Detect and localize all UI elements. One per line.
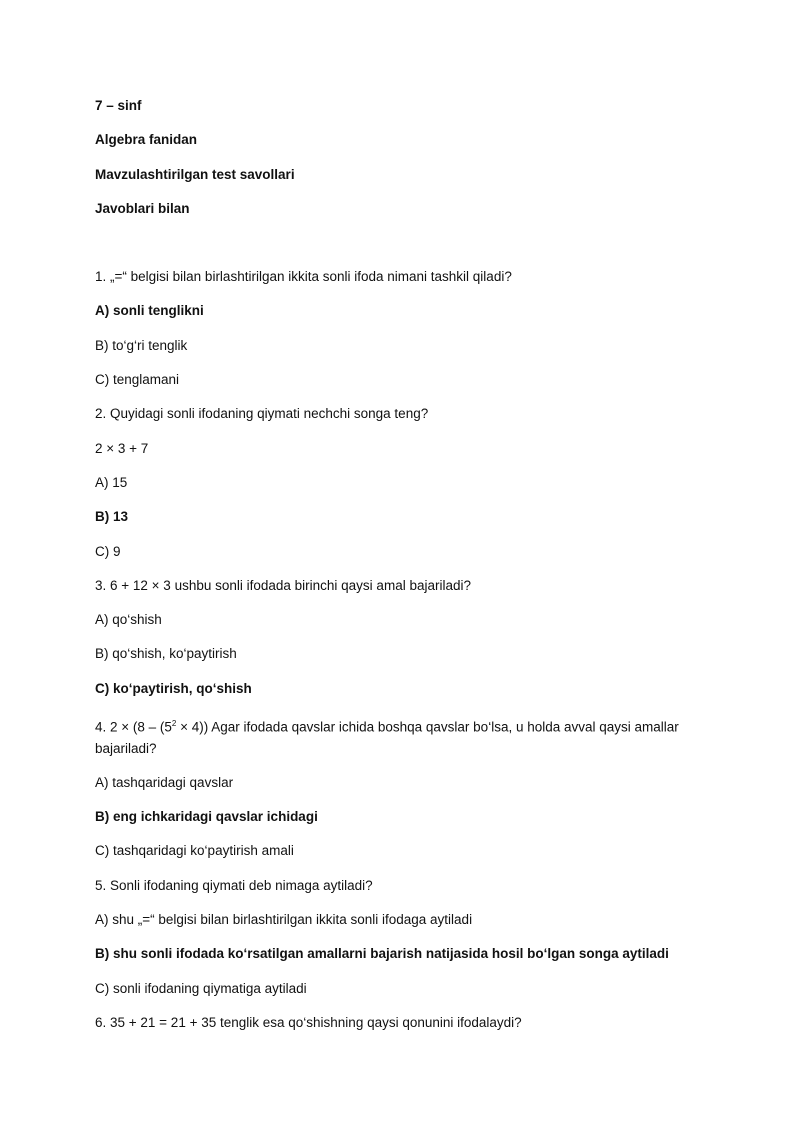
question-2-option-c: C) 9 (95, 543, 121, 559)
subject-heading: Algebra fanidan (95, 132, 198, 148)
question-5-option-a: A) shu „=“ belgisi bilan birlashtirilgan ikkita sonli ifodaga aytiladi (95, 912, 473, 928)
question-2-option-b: B) 13 (95, 509, 129, 525)
question-3-option-c: C) ko‘paytirish, qo‘shish (95, 680, 252, 696)
question-3-text: 3. 6 + 12 × 3 ushbu sonli ifodada birinchi qaysi amal bajariladi? (95, 577, 471, 593)
question-1-option-c: C) tenglamani (95, 372, 180, 388)
question-2-option-a: A) 15 (95, 474, 128, 490)
question-3-option-b: B) qo‘shish, ko‘paytirish (95, 646, 237, 662)
question-2-expression: 2 × 3 + 7 (95, 440, 149, 456)
question-5-text: 5. Sonli ifodaning qiymati deb nimaga aytiladi? (95, 877, 373, 893)
grade-heading: 7 – sinf (95, 98, 142, 113)
question-2-text: 2. Quyidagi sonli ifodaning qiymati nechchi songa teng? (95, 406, 429, 422)
title-heading: Mavzulashtirilgan test savollari (95, 166, 295, 182)
spacer (95, 233, 685, 267)
question-5-option-b: B) shu sonli ifodada ko‘rsatilgan amallarni bajarish natijasida hosil bo‘lgan songa aytiladi (95, 946, 669, 962)
question-6-text: 6. 35 + 21 = 21 + 35 tenglik esa qo‘shishning qaysi qonunini ifodalaydi? (95, 1014, 522, 1030)
question-4-exponent: 2 (171, 719, 177, 729)
question-4-option-c: C) tashqaridagi ko‘paytirish amali (95, 843, 294, 859)
question-1-option-b: B) to‘g‘ri tenglik (95, 337, 188, 353)
question-1-option-a: A) sonli tenglikni (95, 303, 204, 319)
question-5-option-c: C) sonli ifodaning qiymatiga aytiladi (95, 980, 307, 996)
question-3-option-a: A) qo‘shish (95, 612, 162, 628)
question-4-text (95, 713, 685, 759)
document-page (95, 96, 685, 1047)
question-4-option-a: A) tashqaridagi qavslar (95, 774, 234, 790)
question-4-text-pre: 4. 2 × (8 – (5 (95, 719, 172, 735)
question-4-text-post: × 4)) Agar ifodada qavslar ichida boshqa qavslar bo‘lsa, u holda avval qaysi amallar bajariladi? (95, 719, 679, 756)
question-4-option-b: B) eng ichkaridagi qavslar ichidagi (95, 809, 318, 825)
subtitle-heading: Javoblari bilan (95, 200, 190, 216)
question-1-text: 1. „=“ belgisi bilan birlashtirilgan ikkita sonli ifoda nimani tashkil qiladi? (95, 269, 512, 285)
